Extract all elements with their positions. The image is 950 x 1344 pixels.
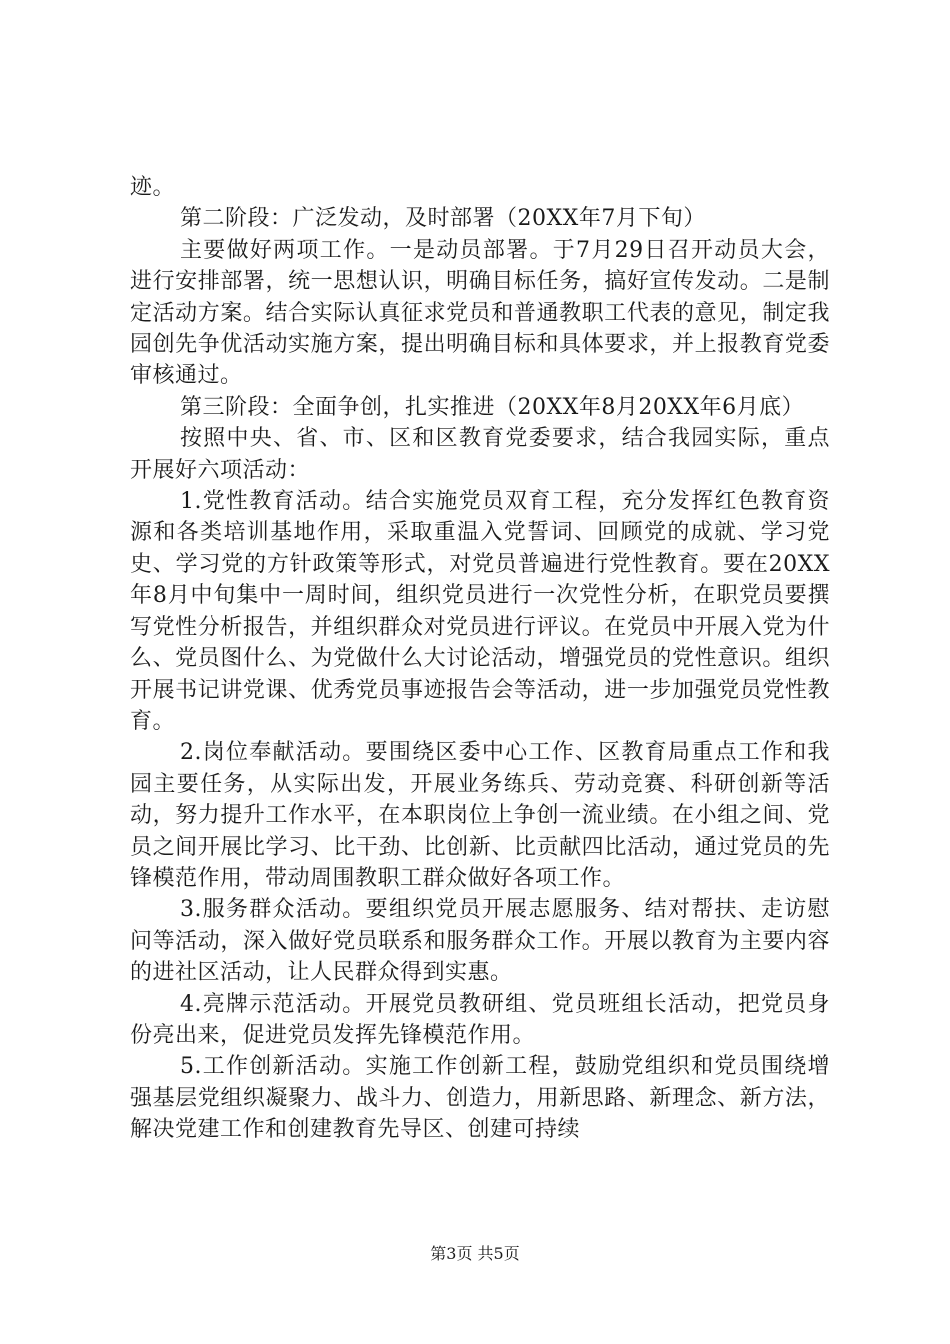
paragraph-activity-2: 2.岗位奉献活动。要围绕区委中心工作、区教育局重点工作和我园主要任务，从实际出发，开展业务练兵、劳动竞赛、科研创新等活动，努力提升工作水平，在本职岗位上争创一流业绩。在小组之间、党员之间开展比学习、比干劲、比创新、比贡献四比活动，通过党员的先锋模范作用，带动周围教职工群众做好各项工作。 [130, 740, 830, 891]
document-body [130, 172, 830, 1146]
paragraph-activity-5: 5.工作创新活动。实施工作创新工程，鼓励党组织和党员围绕增强基层党组织凝聚力、战斗力、创造力，用新思路、新理念、新方法，解决党建工作和创建教育先导区、创建可持续 [130, 1054, 830, 1143]
paragraph-activity-1: 1.党性教育活动。结合实施党员双育工程，充分发挥红色教育资源和各类培训基地作用，采取重温入党誓词、回顾党的成就、学习党史、学习党的方针政策等形式，对党员普遍进行党性教育。要在20XX年8月中旬集中一周时间，组织党员进行一次党性分析，在职党员要撰写党性分析报告，并组织群众对党员进行评议。在党员中开展入党为什么、党员图什么、为党做什么大讨论活动，增强党员的党性意识。组织开展书记讲党课、优秀党员事迹报告会等活动，进一步加强党员党性教育。 [130, 489, 830, 734]
heading-stage-three: 第三阶段：全面争创，扎实推进（20XX年8月20XX年6月底） [180, 394, 805, 420]
page-number-footer: 第3页 共5页 [430, 1244, 520, 1263]
paragraph-continuation: 迹。 [130, 175, 176, 200]
paragraph-stage-two-tasks: 主要做好两项工作。一是动员部署。于7月29日召开动员大会，进行安排部署，统一思想认识，明确目标任务，搞好宣传发动。二是制定活动方案。结合实际认真征求党员和普通教职工代表的意见，制定我园创先争优活动实施方案，提出明确目标和具体要求，并上报教育党委审核通过。 [130, 237, 830, 389]
paragraph-activity-3: 3.服务群众活动。要组织党员开展志愿服务、结对帮扶、走访慰问等活动，深入做好党员联系和服务群众工作。开展以教育为主要内容的进社区活动，让人民群众得到实惠。 [130, 897, 830, 986]
paragraph-six-activities-intro: 按照中央、省、市、区和区教育党委要求，结合我园实际，重点开展好六项活动： [130, 426, 830, 483]
heading-stage-two: 第二阶段：广泛发动，及时部署（20XX年7月下旬） [180, 206, 706, 232]
paragraph-activity-4: 4.亮牌示范活动。开展党员教研组、党员班组长活动，把党员身份亮出来，促进党员发挥先锋模范作用。 [130, 991, 830, 1048]
